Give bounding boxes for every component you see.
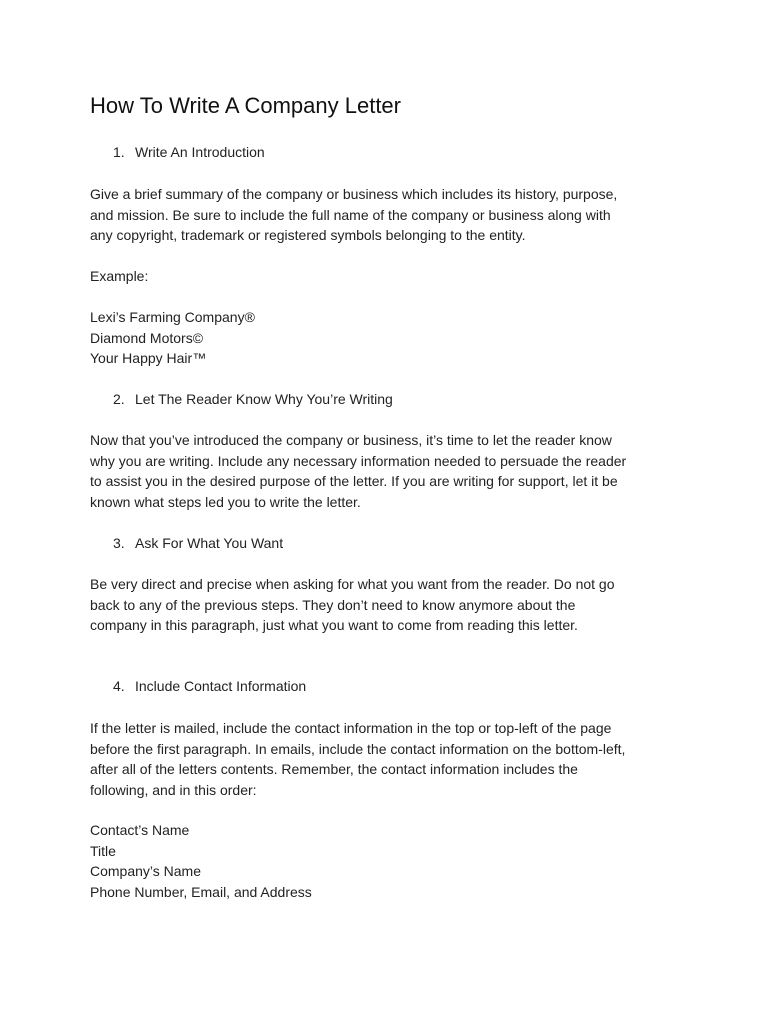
section-heading-text: Write An Introduction (135, 144, 265, 160)
example-item: Your Happy Hair™ (90, 350, 207, 367)
section-number: 1. (113, 144, 125, 160)
example-list (90, 307, 680, 369)
contact-item: Title (90, 842, 116, 859)
contact-item: Contact’s Name (90, 822, 190, 838)
section-heading-4 (113, 676, 306, 697)
section-paragraph-3 (90, 574, 680, 636)
paragraph-line: known what steps led you to write the letter. (90, 494, 361, 511)
example-item: Lexi’s Farming Company® (90, 309, 255, 325)
section-heading-text: Let The Reader Know Why You’re Writing (135, 391, 393, 407)
paragraph-line: Now that you’ve introduced the company or business, it’s time to let the reader know (90, 432, 612, 448)
section-heading-text: Include Contact Information (135, 678, 307, 694)
example-label: Example: (90, 268, 149, 284)
section-paragraph-1 (90, 184, 680, 246)
paragraph-line: If the letter is mailed, include the contact information in the top or top-left of the page (90, 720, 612, 736)
section-heading-text: Ask For What You Want (135, 535, 284, 551)
section-heading-2 (113, 389, 393, 410)
paragraph-line: after all of the letters contents. Remember, the contact information includes the (90, 761, 578, 778)
contact-list (90, 820, 680, 903)
contact-item: Company’s Name (90, 863, 202, 880)
section-paragraph-2 (90, 430, 680, 513)
section-heading-1 (113, 142, 265, 163)
section-paragraph-4 (90, 718, 680, 801)
contact-item: Phone Number, Email, and Address (90, 884, 312, 901)
paragraph-line: following, and in this order: (90, 782, 257, 799)
section-number: 3. (113, 535, 125, 551)
paragraph-line: Give a brief summary of the company or business which includes its history, purpose, (90, 186, 618, 202)
section-number: 4. (113, 678, 125, 694)
paragraph-line: and mission. Be sure to include the full name of the company or business along with (90, 206, 611, 223)
paragraph-line: company in this paragraph, just what you want to come from reading this letter. (90, 617, 578, 634)
paragraph-line: why you are writing. Include any necessary information needed to persuade the reader (90, 452, 627, 469)
paragraph-line: before the first paragraph. In emails, include the contact information on the bottom-left, (90, 740, 626, 757)
section-number: 2. (113, 391, 125, 407)
document-title: How To Write A Company Letter (90, 93, 401, 118)
example-item: Diamond Motors© (90, 329, 204, 346)
paragraph-line: to assist you in the desired purpose of the letter. If you are writing for support, let it be (90, 473, 618, 490)
paragraph-line: back to any of the previous steps. They don’t need to know anymore about the (90, 596, 576, 613)
paragraph-line: any copyright, trademark or registered symbols belonging to the entity. (90, 227, 526, 244)
section-heading-3 (113, 533, 283, 554)
paragraph-line: Be very direct and precise when asking for what you want from the reader. Do not go (90, 576, 615, 592)
